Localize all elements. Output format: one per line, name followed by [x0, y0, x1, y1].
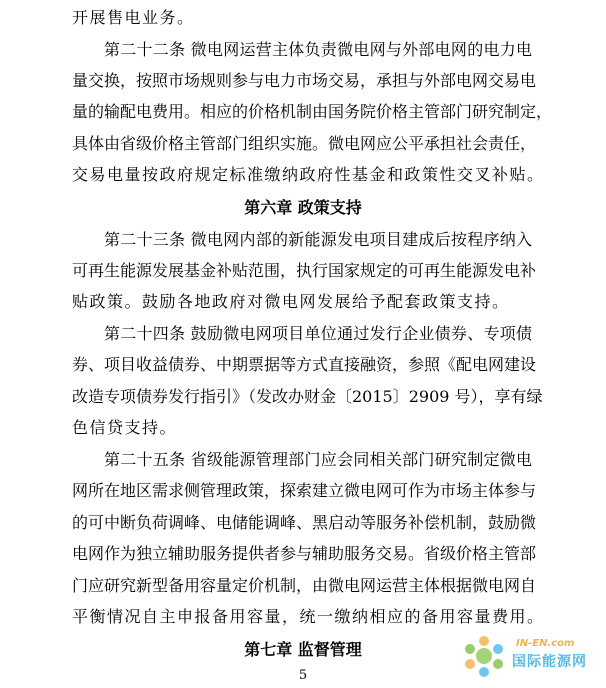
- chapter-heading: 第七章 监督管理: [244, 640, 362, 659]
- text-line: 可再生能源发展基金补贴范围，执行国家规定的可再生能源发电补: [72, 261, 537, 280]
- text-line: 第二十四条 鼓励微电网项目单位通过发行企业债券、专项债: [104, 324, 532, 343]
- page-number: 5: [298, 668, 308, 683]
- text-line: 色信贷支持。: [72, 418, 178, 437]
- watermark-brand-cn: 国际能源网: [512, 654, 587, 670]
- text-line: 改造专项债券发行指引》（发改办财金〔2015〕2909 号），享有绿: [72, 387, 543, 406]
- text-line: 第二十二条 微电网运营主体负责微电网与外部电网的电力电: [104, 40, 532, 59]
- text-line: 平衡情况自主申报备用容量，统一缴纳相应的备用容量费用。: [72, 607, 545, 626]
- text-line: 第二十三条 微电网内部的新能源发电项目建成后按程序纳入: [104, 230, 532, 249]
- watermark-brand-en: IN-EN.com: [516, 638, 575, 649]
- text-line: 门应研究新型备用容量定价机制，由微电网运营主体根据微电网自: [72, 576, 537, 595]
- text-line: 券、项目收益债券、中期票据等方式直接融资，参照《配电网建设: [72, 355, 537, 374]
- text-line: 第二十五条 省级能源管理部门应会同相关部门研究制定微电: [104, 450, 532, 469]
- text-line: 开展售电业务。: [72, 8, 195, 27]
- text-line: 交易电量按政府规定标准缴纳政府性基金和政策性交叉补贴。: [72, 165, 545, 184]
- text-line: 具体由省级价格主管部门组织实施。微电网应公平承担社会责任，: [72, 134, 537, 153]
- energy-logo-icon: [458, 632, 510, 680]
- watermark-logo: [458, 632, 598, 682]
- text-line: 网所在地区需求侧管理政策，探索建立微电网可作为市场主体参与: [72, 481, 537, 500]
- text-line: 量的输配电费用。相应的价格机制由国务院价格主管部门研究制定，: [72, 102, 553, 121]
- text-line: 贴政策。鼓励各地政府对微电网发展给予配套政策支持。: [72, 292, 510, 311]
- text-line: 量交换，按照市场规则参与电力市场交易，承担与外部电网交易电: [72, 71, 537, 90]
- text-line: 电网作为独立辅助服务提供者参与辅助服务交易。省级价格主管部: [72, 544, 537, 563]
- chapter-heading: 第六章 政策支持: [244, 198, 362, 217]
- text-line: 的可中断负荷调峰、电储能调峰、黑启动等服务补偿机制，鼓励微: [72, 513, 537, 532]
